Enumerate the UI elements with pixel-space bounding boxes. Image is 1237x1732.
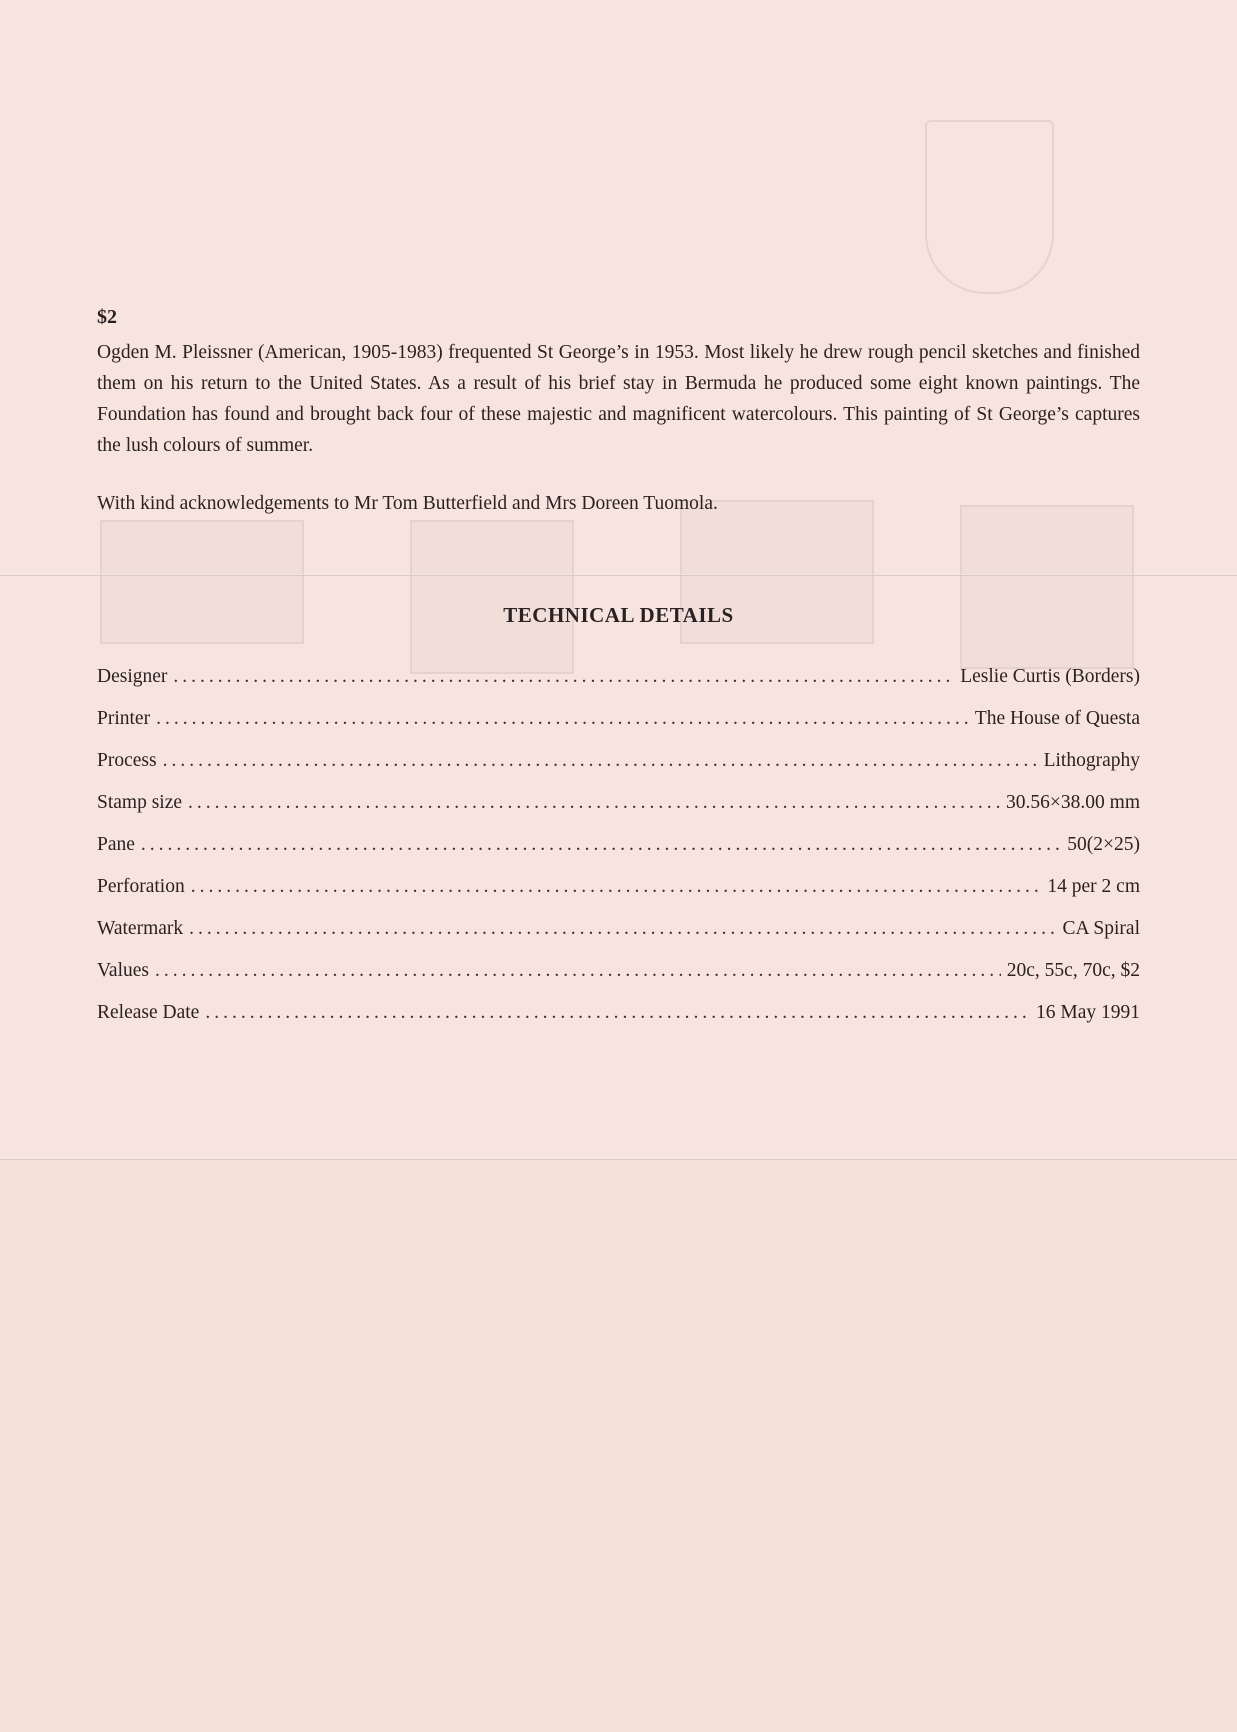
paper-fold-line <box>0 574 1237 576</box>
dot-leader <box>173 666 954 688</box>
paper-lower-panel <box>0 1160 1237 1732</box>
detail-row <box>97 876 1140 918</box>
detail-row <box>97 666 1140 708</box>
dot-leader <box>189 918 1056 940</box>
stamp-value-heading: $2 <box>97 306 117 328</box>
detail-value: 30.56×38.00 mm <box>1006 792 1140 813</box>
acknowledgement-text: With kind acknowledgements to Mr Tom Butterfield and Mrs Doreen Tuomola. <box>97 493 718 514</box>
detail-value: CA Spiral <box>1062 918 1140 939</box>
detail-row <box>97 1002 1140 1044</box>
detail-value: Leslie Curtis (Borders) <box>960 666 1140 687</box>
detail-label: Stamp size <box>97 792 183 813</box>
dot-leader <box>156 708 969 730</box>
dot-leader <box>188 792 1000 814</box>
dot-leader <box>205 1002 1030 1024</box>
detail-value: 20c, 55c, 70c, $2 <box>1006 960 1140 981</box>
detail-row <box>97 792 1140 834</box>
dot-leader <box>141 834 1061 856</box>
detail-row <box>97 708 1140 750</box>
detail-row <box>97 834 1140 876</box>
dot-leader <box>163 750 1038 772</box>
detail-value: Lithography <box>1043 750 1140 771</box>
detail-label: Pane <box>97 834 135 855</box>
technical-details-list <box>97 666 1140 1044</box>
detail-row <box>97 960 1140 1002</box>
paper-fold-line <box>0 1158 1237 1160</box>
dot-leader <box>191 876 1042 898</box>
stamp-description-section <box>97 306 1140 519</box>
detail-label: Printer <box>97 708 151 729</box>
detail-value: 50(2×25) <box>1067 834 1140 855</box>
dot-leader <box>155 960 1001 982</box>
detail-label: Process <box>97 750 157 771</box>
detail-label: Watermark <box>97 918 184 939</box>
detail-row <box>97 918 1140 960</box>
show-through-stamp <box>960 505 1134 669</box>
detail-value: 16 May 1991 <box>1036 1002 1140 1023</box>
detail-label: Designer <box>97 666 168 687</box>
detail-label: Values <box>97 960 149 981</box>
detail-value: 14 per 2 cm <box>1047 876 1140 897</box>
stamp-description: Ogden M. Pleissner (American, 1905-1983) frequented St George’s in 1953. Most likely he drew rough pencil sketches and finished them on his return to the United States. As a result of his brief stay in Bermuda he produced some eight known paintings. The Foundation has found and brought back four of these majestic and magnificent watercolours. This painting of St George’s captures the lush colours of summer. <box>97 342 1140 456</box>
detail-label: Perforation <box>97 876 185 897</box>
show-through-stamp <box>410 520 574 674</box>
technical-details-heading: TECHNICAL DETAILS <box>503 603 734 627</box>
detail-value: The House of Questa <box>974 708 1140 729</box>
show-through-crest <box>925 120 1054 294</box>
detail-label: Release Date <box>97 1002 200 1023</box>
detail-row <box>97 750 1140 792</box>
